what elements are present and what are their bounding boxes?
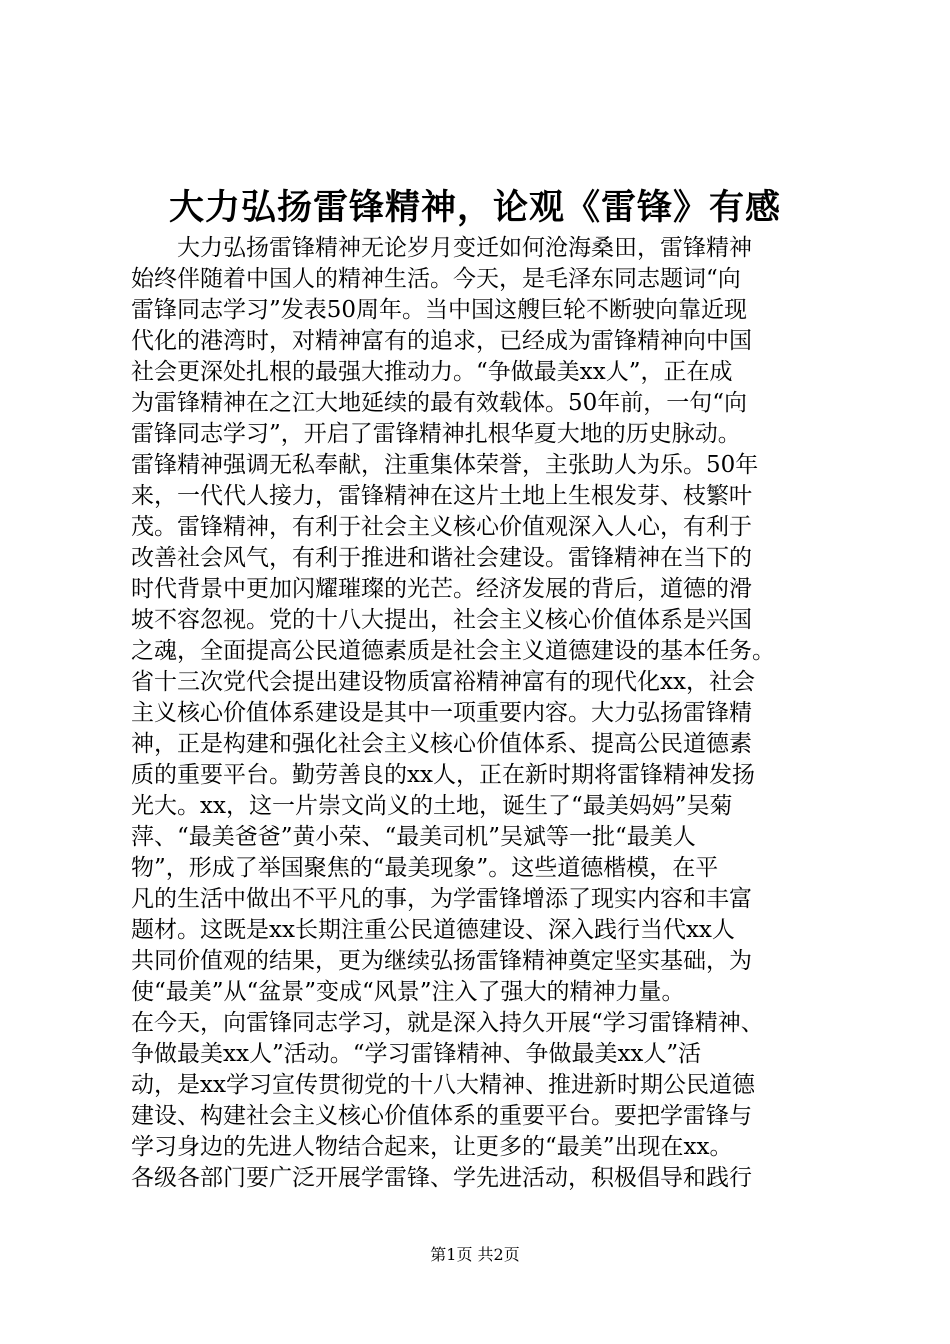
- paragraph-line: 物”，形成了举国聚焦的“最美现象”。这些道德楷模，在平: [131, 855, 719, 881]
- paragraph-line: 争做最美xx人”活动。“学习雷锋精神、争做最美xx人”活: [131, 1041, 702, 1067]
- paragraph-line: 质的重要平台。勤劳善良的xx人，正在新时期将雷锋精神发扬: [131, 762, 755, 788]
- paragraph-line: 学习身边的先进人物结合起来，让更多的“最美”出现在xx。: [131, 1134, 733, 1160]
- paragraph-line: 为雷锋精神在之江大地延续的最有效载体。50年前，一句“向: [131, 390, 748, 416]
- paragraph-line: 改善社会风气，有利于推进和谐社会建设。雷锋精神在当下的: [131, 545, 752, 571]
- paragraph-line: 省十三次党代会提出建设物质富裕精神富有的现代化xx，社会: [131, 669, 755, 695]
- paragraph-line: 代化的港湾时，对精神富有的追求，已经成为雷锋精神向中国: [131, 328, 752, 354]
- paragraph-line: 来，一代代人接力，雷锋精神在这片土地上生根发芽、枝繁叶: [131, 483, 752, 509]
- paragraph-line: 时代背景中更加闪耀璀璨的光芒。经济发展的背后，道德的滑: [131, 576, 752, 602]
- paragraph-line: 神，正是构建和强化社会主义核心价值体系、提高公民道德素: [131, 731, 752, 757]
- paragraph-line: 动，是xx学习宣传贯彻党的十八大精神、推进新时期公民道德: [131, 1072, 755, 1098]
- paragraph-line: 建设、构建社会主义核心价值体系的重要平台。要把学雷锋与: [131, 1103, 752, 1129]
- paragraph-line: 社会更深处扎根的最强大推动力。“争做最美xx人”，正在成: [131, 359, 733, 385]
- page-footer: 第1页 共2页: [430, 1245, 520, 1264]
- document-body: [131, 233, 831, 1194]
- paragraph-line: 共同价值观的结果，更为继续弘扬雷锋精神奠定坚实基础，为: [131, 948, 752, 974]
- paragraph-line: 凡的生活中做出不平凡的事，为学雷锋增添了现实内容和丰富: [131, 886, 752, 912]
- paragraph-line: 茂。雷锋精神，有利于社会主义核心价值观深入人心，有利于: [131, 514, 752, 540]
- paragraph-line: 萍、“最美爸爸”黄小荣、“最美司机”吴斌等一批“最美人: [131, 824, 696, 850]
- paragraph-line: 之魂，全面提高公民道德素质是社会主义道德建设的基本任务。: [131, 638, 775, 664]
- paragraph-line: 使“最美”从“盆景”变成“风景”注入了强大的精神力量。: [131, 979, 685, 1005]
- paragraph-line: 坡不容忽视。党的十八大提出，社会主义核心价值体系是兴国: [131, 607, 752, 633]
- document-title: 大力弘扬雷锋精神，论观《雷锋》有感: [168, 187, 781, 228]
- paragraph-line: 主义核心价值体系建设是其中一项重要内容。大力弘扬雷锋精: [131, 700, 752, 726]
- paragraph-line: 雷锋同志学习”发表50周年。当中国这艘巨轮不断驶向靠近现: [131, 297, 748, 323]
- paragraph-line: 各级各部门要广泛开展学雷锋、学先进活动，积极倡导和践行: [131, 1165, 752, 1191]
- paragraph-line: 始终伴随着中国人的精神生活。今天，是毛泽东同志题词“向: [131, 266, 741, 292]
- paragraph-line: 在今天，向雷锋同志学习，就是深入持久开展“学习雷锋精神、: [131, 1010, 764, 1036]
- paragraph-line: 光大。xx，这一片崇文尚义的土地，诞生了“最美妈妈”吴菊: [131, 793, 733, 819]
- paragraph-line: 大力弘扬雷锋精神无论岁月变迁如何沧海桑田，雷锋精神: [177, 235, 752, 261]
- paragraph-line: 雷锋精神强调无私奉献，注重集体荣誉，主张助人为乐。50年: [131, 452, 759, 478]
- paragraph-line: 雷锋同志学习”，开启了雷锋精神扎根华夏大地的历史脉动。: [131, 421, 741, 447]
- paragraph-line: 题材。这既是xx长期注重公民道德建设、深入践行当代xx人: [131, 917, 735, 943]
